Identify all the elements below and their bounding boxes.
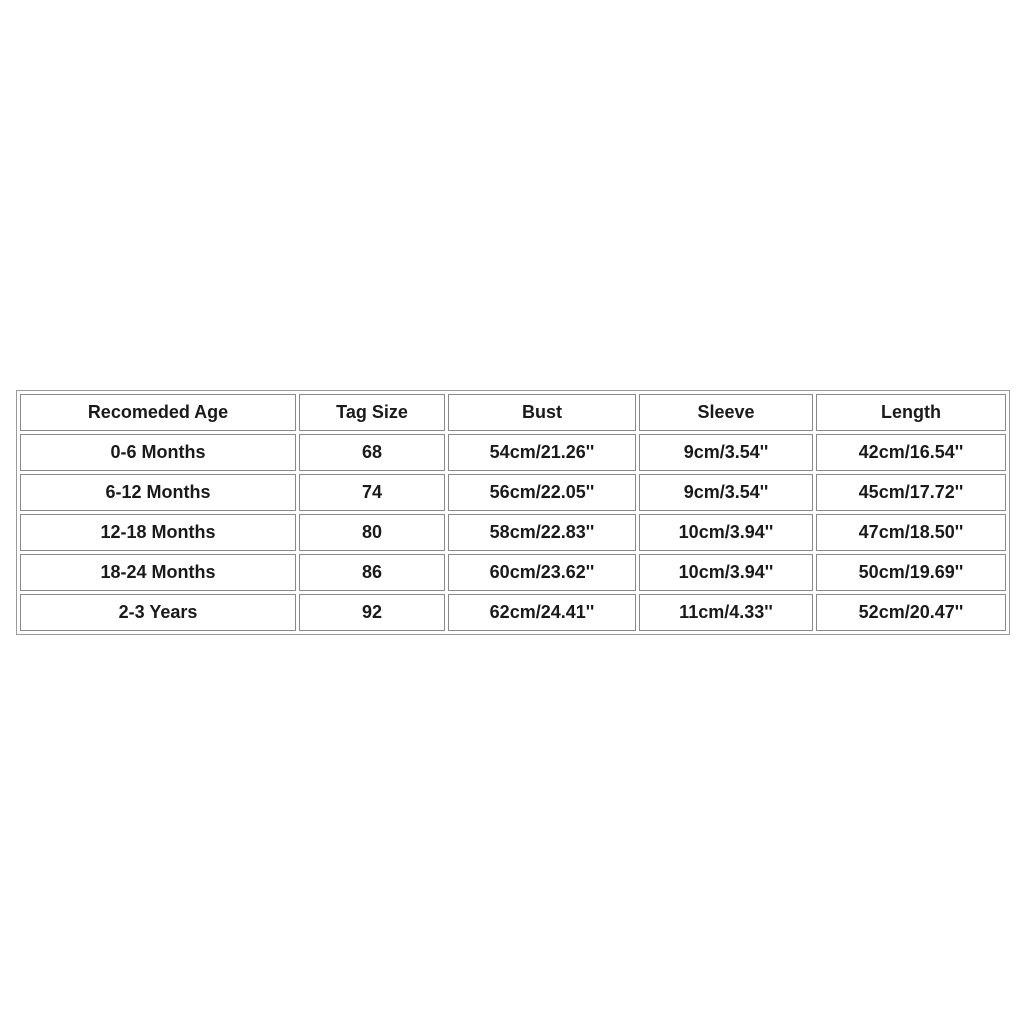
header-length: Length — [816, 394, 1006, 431]
cell-sleeve: 10cm/3.94'' — [639, 514, 813, 551]
header-bust: Bust — [448, 394, 636, 431]
cell-tag-size: 80 — [299, 514, 445, 551]
cell-tag-size: 68 — [299, 434, 445, 471]
table-row — [20, 474, 1006, 511]
cell-bust: 58cm/22.83'' — [448, 514, 636, 551]
cell-length: 47cm/18.50'' — [816, 514, 1006, 551]
cell-sleeve: 9cm/3.54'' — [639, 474, 813, 511]
table-row — [20, 594, 1006, 631]
cell-sleeve: 11cm/4.33'' — [639, 594, 813, 631]
cell-sleeve: 10cm/3.94'' — [639, 554, 813, 591]
cell-bust: 54cm/21.26'' — [448, 434, 636, 471]
cell-bust: 62cm/24.41'' — [448, 594, 636, 631]
cell-tag-size: 86 — [299, 554, 445, 591]
header-sleeve: Sleeve — [639, 394, 813, 431]
cell-age: 2-3 Years — [20, 594, 296, 631]
cell-age: 18-24 Months — [20, 554, 296, 591]
cell-bust: 60cm/23.62'' — [448, 554, 636, 591]
cell-tag-size: 92 — [299, 594, 445, 631]
cell-length: 42cm/16.54'' — [816, 434, 1006, 471]
table-row — [20, 554, 1006, 591]
cell-length: 50cm/19.69'' — [816, 554, 1006, 591]
cell-age: 6-12 Months — [20, 474, 296, 511]
cell-length: 45cm/17.72'' — [816, 474, 1006, 511]
header-recommended-age: Recomeded Age — [20, 394, 296, 431]
cell-sleeve: 9cm/3.54'' — [639, 434, 813, 471]
table-row — [20, 434, 1006, 471]
cell-bust: 56cm/22.05'' — [448, 474, 636, 511]
table-header-row — [20, 394, 1006, 431]
cell-age: 0-6 Months — [20, 434, 296, 471]
cell-length: 52cm/20.47'' — [816, 594, 1006, 631]
header-tag-size: Tag Size — [299, 394, 445, 431]
size-chart-table — [16, 390, 1010, 635]
cell-tag-size: 74 — [299, 474, 445, 511]
cell-age: 12-18 Months — [20, 514, 296, 551]
table-row — [20, 514, 1006, 551]
